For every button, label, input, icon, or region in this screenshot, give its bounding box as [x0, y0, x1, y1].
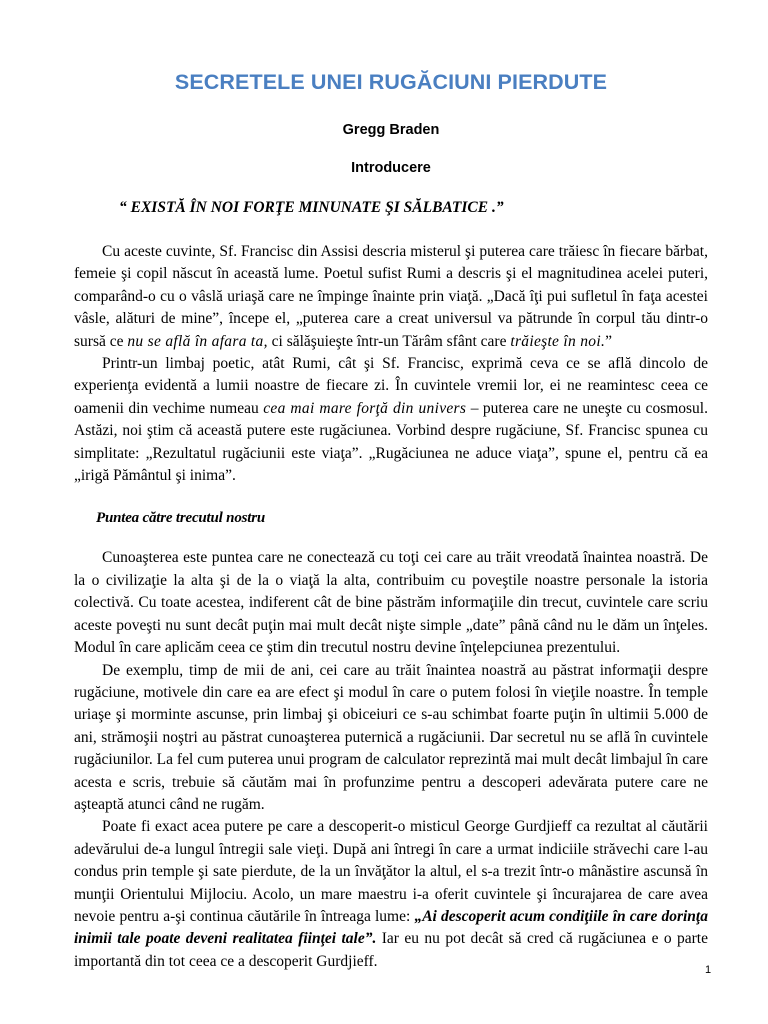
section-title-bridge: Puntea către trecutul nostru [96, 510, 266, 527]
paragraph-3: Cunoaşterea este puntea care ne conectează cu toţi cei care au trăit vreodată înaintea noastră. De la o civilizaţie la alta şi de la o viaţă la alta, contribuim cu poveştile noastre personale la istoria colectivă. Cu toate acestea, indiferent cât de bine păstrăm informaţiile din trecut, cuvintele care scriu aceste poveşti nu sunt decât puţin mai mult decât nişte simple „date” până când nu le dăm un înţeles. Modul în care aplicăm ceea ce ştim din trecutul nostru devine înţelepciunea prezentului. [74, 549, 708, 657]
paragraph-4: De exemplu, timp de mii de ani, cei care au trăit înaintea noastră au păstrat informaţii despre rugăciune, motivele din care ea are efect şi modul în care o putem folosi în vieţile noastre. În temple uriaşe şi morminte ascunse, prin limbaj şi obiceiuri ce s-au schimbat foarte puţin în ultimii 5.000 de ani, strămoşii noştri au păstrat cunoaşterea puternică a rugăciunii. Dar secretul nu se află în cuvintele rugăciunilor. La fel cum puterea unui program de calculator reprezintă mai mult decât limbajul în care acesta e scris, trebuie să căutăm mai în profunzime pentru a descoperi adevărata putere care ne aşteaptă atunci când ne rugăm. [74, 661, 708, 813]
paragraph-2: Printr-un limbaj poetic, atât Rumi, cât şi Sf. Francisc, exprimă ceva ce se află dincolo de experienţa evidentă a lumii noastre de fiecare zi. În cuvintele vremii lor, ei ne reamintesc ceea ce oamenii din vechime numeau cea mai mare forţă din univers – puterea care ne uneşte cu cosmosul. Astăzi, noi ştim că această putere este rugăciunea. Vorbind despre rugăciune, Sf. Francisc spunea cu simplitate: „Rezultatul rugăciunii este viaţa”. „Rugăciunea ne aduce viaţa”, spune el, pentru că ea „irigă Pământul şi inima”. [74, 355, 708, 485]
paragraph-5: Poate fi exact acea putere pe care a descoperit-o misticul George Gurdjieff ca rezultat al căutării adevărului de-a lungul întregii sale vieţi. După ani întregi în care a urmat indiciile străvechi care l-au condus prin temple şi sate pierdute, de la un învăţător la altul, el s-a trezit într-o mânăstire ascunsă în munţii Orientului Mijlociu. Acolo, un mare maestru i-a oferit cuvintele şi încurajarea de care avea nevoie pentru a-şi continua căutările în întreaga lume: „Ai descoperit acum condiţiile în care dorinţa inimii tale poate deveni realitatea fiinţei tale”. Iar eu nu pot decât să cred că rugăciunea e o parte importantă din tot ceea ce a descoperit Gurdjieff. [74, 818, 708, 970]
epigraph-quote: “ EXISTĂ ÎN NOI FORŢE MINUNATE ŞI SĂLBATICE .” [119, 199, 504, 216]
author-name: Gregg Braden [342, 122, 440, 138]
document-title: SECRETELE UNEI RUGĂCIUNI PIERDUTE [174, 70, 608, 94]
document-page [74, 0, 708, 973]
paragraph-1: Cu aceste cuvinte, Sf. Francisc din Assisi descria misterul şi puterea care trăiesc în fiecare bărbat, femeie şi copil născut în această lume. Poetul sufist Rumi a descris şi el magnitudinea acelei puteri, comparând-o cu o vâslă uriaşă care ne împinge înainte prin viaţă. „Dacă îţi pui sufletul în faţa acestei vâsle, alături de mine”, începe el, „puterea care a creat universul va pătrunde în corpul tău dintr-o sursă ce nu se află în afara ta, ci sălăşuieşte într-un Tărâm sfânt care trăieşte în noi.” [74, 243, 708, 350]
section-heading-introduction: Introducere [351, 160, 431, 176]
page-number: 1 [705, 964, 712, 976]
